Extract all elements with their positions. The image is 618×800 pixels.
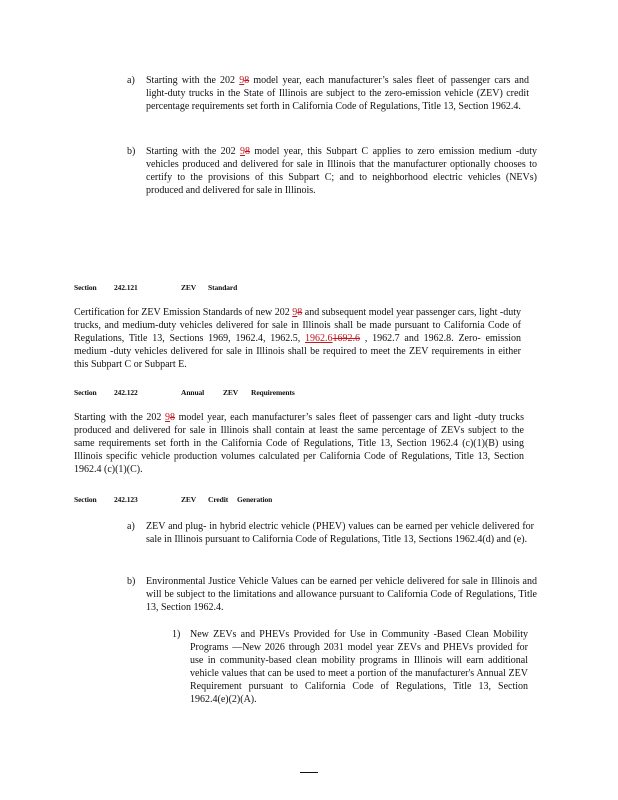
item-a-marker: a) <box>127 75 135 86</box>
item-a-paragraph <box>146 74 529 113</box>
section-122-title-word-2: ZEV <box>223 388 239 397</box>
section-121-paragraph <box>74 306 521 371</box>
section-122-title-word-1: Annual <box>181 388 205 397</box>
section-123-item-a-text: ZEV and plug- in hybrid electric vehicle (PHEV) values can be earned per vehicle delivered for sale in Illinois pursuant to California Code of Regulations, Title 13, Sections 1962.4(d) and (e). <box>146 521 534 545</box>
section-123-item-a-marker: a) <box>127 521 135 532</box>
item-b-marker: b) <box>127 146 136 157</box>
section-121-deletion-2: 1692.6 <box>332 333 361 344</box>
section-122-paragraph <box>74 411 524 476</box>
section-121-text-1: Certification for ZEV Emission Standards of new 202 <box>74 307 293 318</box>
section-122-insertion: 9 <box>165 412 171 423</box>
item-a-deletion: 8 <box>244 75 250 86</box>
section-123-number: 242.123 <box>114 495 138 504</box>
section-122-number: 242.122 <box>114 388 138 397</box>
section-123-subitem-1-text: New ZEVs and PHEVs Provided for Use in Community -Based Clean Mobility Programs —New 2026 through 2031 model year ZEVs and PHEVs provided for use in community-based clean mobility programs in Illinois will earn additional vehicle values that can be used to meet a portion of the manufacturer's Annual ZEV Requirement pursuant to California Code of Regulations, Title 13, Section 1962.4(e)(2)(A). <box>190 629 528 705</box>
item-b-text-1: Starting with the 202 <box>146 146 241 157</box>
item-a-insertion: 9 <box>239 75 245 86</box>
section-123-item-b-marker: b) <box>127 576 136 587</box>
section-121-title-word-1: ZEV <box>181 283 197 292</box>
section-121-label: Section <box>74 283 97 292</box>
section-121-number: 242.121 <box>114 283 138 292</box>
section-121-insertion-1: 9 <box>292 307 298 318</box>
section-123-title-word-1: ZEV <box>181 495 197 504</box>
item-b-insertion: 9 <box>240 146 246 157</box>
section-122-text-2: model year, each manufacturer’s sales fleet of passenger cars and light -duty trucks produced and delivered for sale in Illinois shall contain at least the same percentage of ZEVs subject to the same requirements set forth in the California Code of Regulations, Title 13, Section 1962.4 (c)(1)(B) using Illinois specific vehicle production volumes calculated per California Code of Regulations, Title 13, Section 1962.4 (c)(1)(C). <box>74 412 524 475</box>
item-b-deletion: 8 <box>245 146 251 157</box>
footer-rule <box>300 772 318 773</box>
section-122-text-1: Starting with the 202 <box>74 412 166 423</box>
section-123-title-word-2: Credit <box>208 495 229 504</box>
section-123-title-word-3: Generation <box>237 495 273 504</box>
section-123-subitem-1-marker: 1) <box>172 629 181 640</box>
section-122-deletion: 8 <box>170 412 176 423</box>
section-123-item-b-text: Environmental Justice Vehicle Values can be earned per vehicle delivered for sale in Illinois and will be subject to the limitations and allowance pursuant to California Code of Regulations, Title 13, Section 1962.4. <box>146 576 537 613</box>
section-121-text-3: , 1962.7 and 1962.8. Zero- emission medium -duty vehicles delivered for sale in Illinois shall be required to meet the ZEV requirements in either this Subpart C or Subpart E. <box>74 333 521 370</box>
item-b-paragraph <box>146 145 537 197</box>
section-122-label: Section <box>74 388 97 397</box>
section-121-deletion-1: 8 <box>297 307 303 318</box>
section-123-label: Section <box>74 495 97 504</box>
item-a-text-1: Starting with the 202 <box>146 75 240 86</box>
section-121-insertion-2: 1962.6 <box>305 333 333 344</box>
section-122-title-word-3: Requirements <box>251 388 295 397</box>
item-b-text-2: model year, this Subpart C applies to zero emission medium -duty vehicles produced and delivered for sale in Illinois that the manufacturer optionally chooses to certify to the provisions of this Subpart C; and to neighborhood electric vehicles (NEVs) produced and delivered for sale in Illinois. <box>146 146 537 196</box>
section-121-text-2: and subsequent model year passenger cars, light -duty trucks, and medium-duty vehicles delivered for sale in Illinois shall be made pursuant to California Code of Regulations, Title 13, Sections 1969, 1962.4, 1962.5, <box>74 307 521 344</box>
item-a-text-2: model year, each manufacturer’s sales fleet of passenger cars and light-duty trucks in the State of Illinois are subject to the zero-emission vehicle (ZEV) credit percentage requirements set forth in California Code of Regulations, Title 13, Section 1962.4. <box>146 75 529 112</box>
section-121-title-word-2: Standard <box>208 283 238 292</box>
